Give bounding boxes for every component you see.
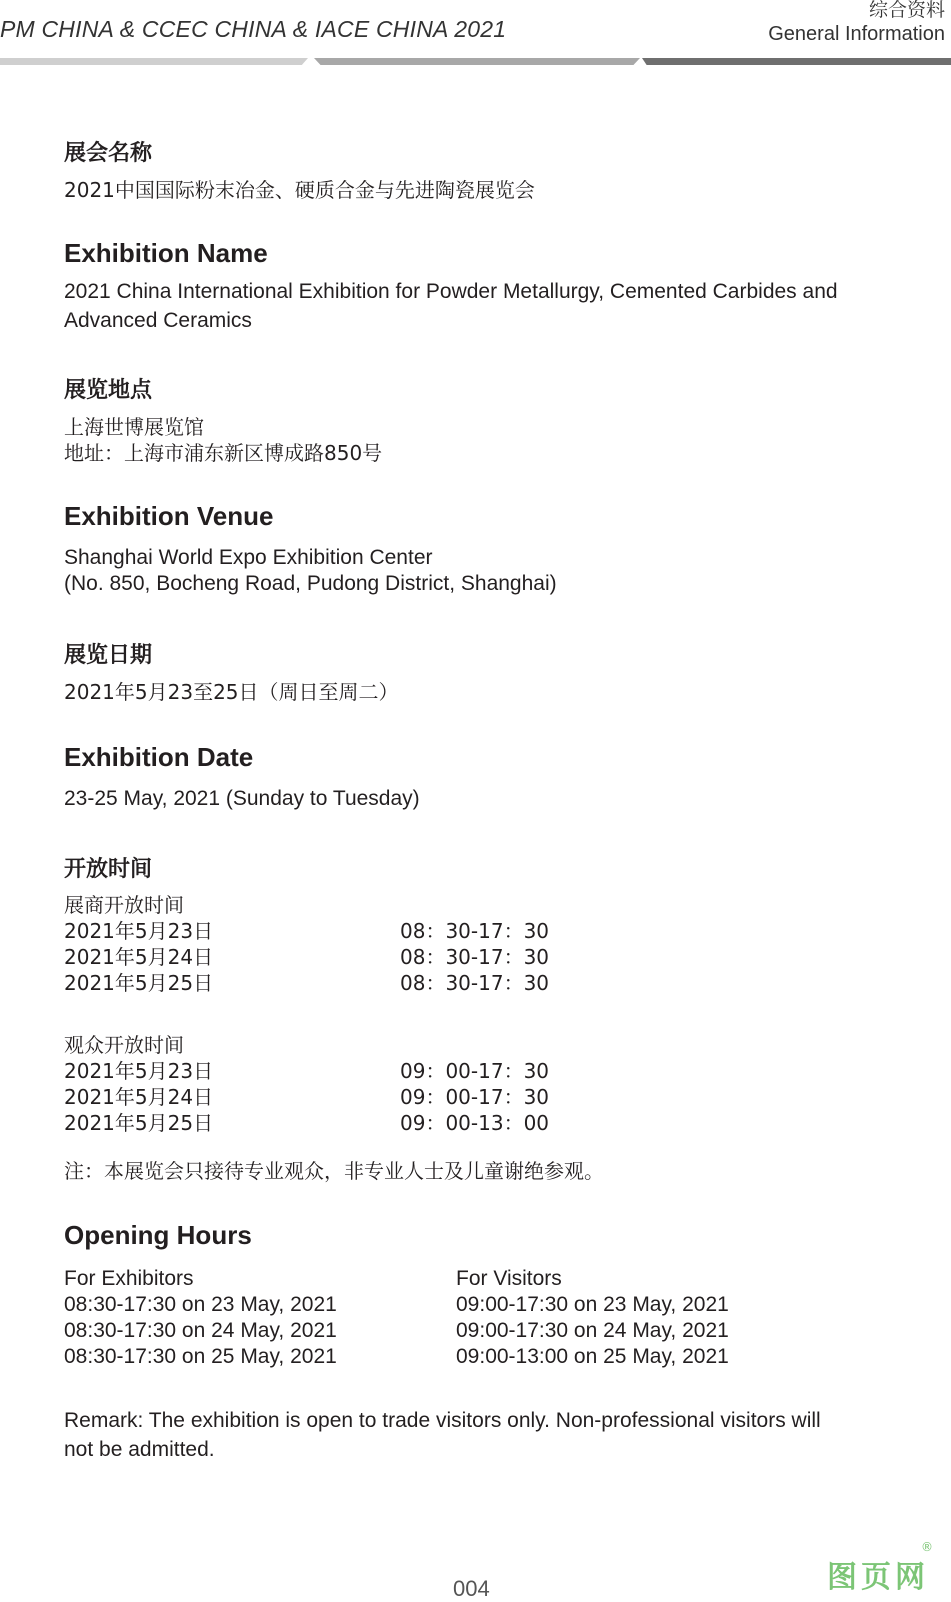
exhibitor-date-cn: 2021年5月23日 [64,919,214,943]
header-bar-mid [314,58,640,65]
exhibitor-date-cn: 2021年5月25日 [64,971,214,995]
header-bar-light [0,58,308,65]
date-en-line-1: 23-25 May, 2021 (Sunday to Tuesday) [64,787,420,810]
heading-venue-cn: 展览地点 [64,378,153,403]
heading-venue-en: Exhibition Venue [64,501,274,531]
heading-date-en: Exhibition Date [64,742,254,772]
exhibitors-label-en: For Exhibitors [64,1267,194,1290]
header-section-en: General Information [768,23,945,45]
exhibitor-date-cn: 2021年5月24日 [64,945,214,969]
watermark-registered-mark: ® [921,1540,933,1554]
visitor-date-cn: 2021年5月23日 [64,1059,214,1083]
visitor-hours-en: 09:00-17:30 on 23 May, 2021 [456,1293,729,1316]
visitor-hours-en: 09:00-17:30 on 24 May, 2021 [456,1319,729,1342]
venue-cn-line-2: 地址：上海市浦东新区博成路850号 [64,441,383,465]
name-en-line-1: 2021 China International Exhibition for Powder Metallurgy, Cemented Carbides and [64,280,838,303]
visitors-label-cn: 观众开放时间 [64,1033,184,1057]
visitor-time-cn: 09：00-17：30 [400,1059,550,1083]
exhibitor-time-cn: 08：30-17：30 [400,971,550,995]
exhibitors-label-cn: 展商开放时间 [64,893,184,917]
visitor-hours-en: 09:00-13:00 on 25 May, 2021 [456,1345,729,1368]
venue-en-line-2: (No. 850, Bocheng Road, Pudong District, Shanghai) [64,572,557,595]
venue-cn-line-1: 上海世博展览馆 [64,415,204,439]
exhibitor-time-cn: 08：30-17：30 [400,919,550,943]
heading-hours-en: Opening Hours [64,1220,252,1250]
heading-date-cn: 展览日期 [64,643,153,668]
remark-en-line-1: Remark: The exhibition is open to trade visitors only. Non-professional visitors will [64,1409,821,1432]
page-number: 004 [453,1576,490,1601]
visitor-date-cn: 2021年5月25日 [64,1111,214,1135]
remark-en-line-2: not be admitted. [64,1438,215,1461]
exhibitor-time-cn: 08：30-17：30 [400,945,550,969]
heading-name-cn: 展会名称 [64,141,153,166]
exhibitor-hours-en: 08:30-17:30 on 24 May, 2021 [64,1319,337,1342]
header-bar-dark [642,58,951,65]
visitor-time-cn: 09：00-17：30 [400,1085,550,1109]
visitors-label-en: For Visitors [456,1267,562,1290]
exhibitor-hours-en: 08:30-17:30 on 25 May, 2021 [64,1345,337,1368]
exhibitor-hours-en: 08:30-17:30 on 23 May, 2021 [64,1293,337,1316]
watermark-logo: 图页网 [827,1560,929,1595]
visitor-date-cn: 2021年5月24日 [64,1085,214,1109]
note-cn: 注：本展览会只接待专业观众，非专业人士及儿童谢绝参观。 [64,1159,604,1183]
date-cn-line-1: 2021年5月23至25日（周日至周二） [64,680,399,704]
visitor-time-cn: 09：00-13：00 [400,1111,550,1135]
name-cn-line-1: 2021中国国际粉末冶金、硬质合金与先进陶瓷展览会 [64,178,535,202]
header-section-label [768,0,945,46]
name-en-line-2: Advanced Ceramics [64,309,252,332]
heading-hours-cn: 开放时间 [64,857,153,882]
header-section-cn: 综合资料 [868,0,945,21]
heading-name-en: Exhibition Name [64,238,268,268]
header-title: PM CHINA & CCEC CHINA & IACE CHINA 2021 [0,16,507,42]
venue-en-line-1: Shanghai World Expo Exhibition Center [64,546,433,569]
